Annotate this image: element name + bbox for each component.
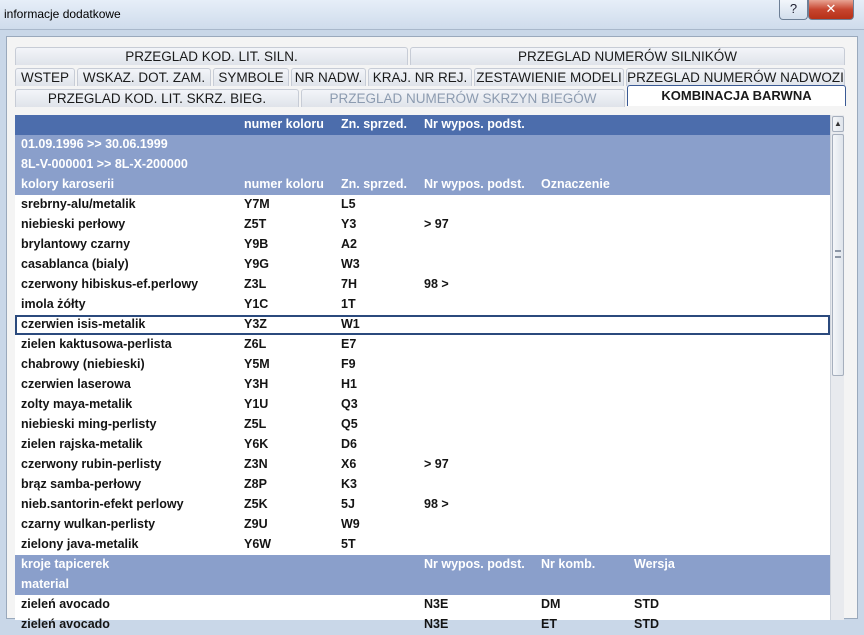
help-button[interactable]: ?	[779, 0, 808, 20]
color-row[interactable]	[15, 455, 830, 475]
colors-header-zn: Zn. sprzed.	[341, 177, 407, 191]
color-name: brąz samba-perłowy	[21, 477, 142, 491]
color-name: niebieski ming-perlisty	[21, 417, 157, 431]
tab-symbole[interactable]: SYMBOLE	[213, 68, 289, 86]
tab-przeglad-kod-lit-siln[interactable]: PRZEGLAD KOD. LIT. SILN.	[15, 47, 408, 65]
colors-header-numer: numer koloru	[244, 177, 324, 191]
date-range: 01.09.1996 >> 30.06.1999	[21, 137, 168, 151]
color-row[interactable]	[15, 195, 830, 215]
color-name: zielen rajska-metalik	[21, 437, 143, 451]
upholstery-header-wersja: Wersja	[634, 557, 675, 571]
color-row[interactable]	[15, 355, 830, 375]
upholstery-subheader	[15, 575, 830, 595]
tab-zestawienie-modeli[interactable]: ZESTAWIENIE MODELI	[474, 68, 624, 86]
upholstery-name: zieleń avocado	[21, 597, 110, 611]
scroll-up-icon[interactable]: ▲	[832, 116, 844, 132]
color-combination-grid	[15, 115, 830, 631]
color-code: Y6K	[244, 437, 269, 451]
color-code: Z5L	[244, 417, 267, 431]
color-row[interactable]	[15, 435, 830, 455]
color-code: Z9U	[244, 517, 268, 531]
color-code: Z8P	[244, 477, 267, 491]
color-name: imola żółty	[21, 297, 86, 311]
color-equip: > 97	[424, 217, 449, 231]
color-code: Z3L	[244, 277, 267, 291]
color-prev-code: W1	[341, 317, 360, 331]
upholstery-version: STD	[634, 617, 659, 631]
color-equip: > 97	[424, 457, 449, 471]
color-name: zolty maya-metalik	[21, 397, 133, 411]
header-numer-koloru: numer koloru	[244, 117, 324, 131]
colors-header-oznaczenie: Oznaczenie	[541, 177, 610, 191]
tab-przeglad-kod-lit-skrz-bieg[interactable]: PRZEGLAD KOD. LIT. SKRZ. BIEG.	[15, 89, 299, 107]
tab-przeglad-numerow-silnikow[interactable]: PRZEGLAD NUMERÓW SILNIKÓW	[410, 47, 845, 65]
color-code: Y9G	[244, 257, 270, 271]
upholstery-header-nr-wypos: Nr wypos. podst.	[424, 557, 525, 571]
colors-header-kolory: kolory karoserii	[21, 177, 115, 191]
color-row[interactable]	[15, 395, 830, 415]
color-row[interactable]	[15, 295, 830, 315]
tab-wskaz-dot-zam[interactable]: WSKAZ. DOT. ZAM.	[77, 68, 211, 86]
color-name: zielen kaktusowa-perlista	[21, 337, 172, 351]
color-prev-code: X6	[341, 457, 357, 471]
upholstery-name: zieleń avocado	[21, 617, 110, 631]
color-prev-code: Q3	[341, 397, 358, 411]
upholstery-material-label: material	[21, 577, 69, 591]
upholstery-section-header	[15, 555, 830, 575]
color-name: chabrowy (niebieski)	[21, 357, 145, 371]
color-prev-code: A2	[341, 237, 357, 251]
color-code: Z5T	[244, 217, 267, 231]
tab-nr-nadw[interactable]: NR NADW.	[291, 68, 366, 86]
upholstery-equip: N3E	[424, 617, 449, 631]
color-row[interactable]	[15, 275, 830, 295]
color-prev-code: 7H	[341, 277, 357, 291]
color-prev-code: K3	[341, 477, 357, 491]
color-prev-code: Y3	[341, 217, 357, 231]
color-prev-code: E7	[341, 337, 357, 351]
color-prev-code: L5	[341, 197, 356, 211]
color-prev-code: 5J	[341, 497, 355, 511]
close-button[interactable]: ✕	[808, 0, 854, 20]
color-row[interactable]	[15, 215, 830, 235]
color-name: czerwony rubin-perlisty	[21, 457, 162, 471]
upholstery-comb: ET	[541, 617, 557, 631]
vin-range: 8L-V-000001 >> 8L-X-200000	[21, 157, 188, 171]
color-code: Y6W	[244, 537, 272, 551]
color-prev-code: H1	[341, 377, 357, 391]
color-name: czarny wulkan-perlisty	[21, 517, 156, 531]
upholstery-comb: DM	[541, 597, 561, 611]
color-name: czerwien laserowa	[21, 377, 131, 391]
tab-wstep[interactable]: WSTEP	[15, 68, 75, 86]
tab-przeglad-numerow-nadwozi[interactable]: PRZEGLAD NUMERÓW NADWOZI	[627, 70, 844, 85]
color-name: casablanca (bialy)	[21, 257, 129, 271]
tab-kraj-nr-rej[interactable]: KRAJ. NR REJ.	[368, 68, 472, 86]
title-bar	[0, 0, 864, 30]
color-row[interactable]	[15, 415, 830, 435]
header-nr-wypos-podst: Nr wypos. podst.	[424, 117, 525, 131]
window-title: informacje dodatkowe	[4, 7, 121, 21]
color-row[interactable]	[15, 495, 830, 515]
color-name: srebrny-alu/metalik	[21, 197, 136, 211]
color-row[interactable]	[15, 535, 830, 555]
color-row[interactable]	[15, 515, 830, 535]
color-prev-code: 1T	[341, 297, 356, 311]
color-row[interactable]	[15, 335, 830, 355]
header-zn-sprzed: Zn. sprzed.	[341, 117, 407, 131]
color-prev-code: Q5	[341, 417, 358, 431]
color-code: Y3Z	[244, 317, 267, 331]
upholstery-equip: N3E	[424, 597, 449, 611]
vertical-scrollbar[interactable]	[830, 115, 844, 620]
color-name: niebieski perłowy	[21, 217, 126, 231]
color-prev-code: 5T	[341, 537, 356, 551]
window-frame	[0, 30, 864, 631]
color-prev-code: W9	[341, 517, 360, 531]
color-row[interactable]	[15, 255, 830, 275]
color-row[interactable]	[15, 475, 830, 495]
color-row[interactable]	[15, 375, 830, 395]
colors-header-nr-wypos: Nr wypos. podst.	[424, 177, 525, 191]
color-code: Y5M	[244, 357, 270, 371]
window-client	[6, 36, 858, 631]
color-name: czerwien isis-metalik	[21, 317, 146, 331]
color-code: Z6L	[244, 337, 267, 351]
color-equip: 98 >	[424, 277, 449, 291]
color-code: Y1U	[244, 397, 269, 411]
color-name: brylantowy czarny	[21, 237, 131, 251]
upholstery-row[interactable]	[15, 615, 830, 635]
upholstery-header-nr-komb: Nr komb.	[541, 557, 596, 571]
color-name: nieb.santorin-efekt perlowy	[21, 497, 184, 511]
tab-przeglad-numerow-skrzyn-biegow[interactable]: PRZEGLAD NUMERÓW SKRZYN BIEGÓW	[301, 89, 625, 107]
color-name: zielony java-metalik	[21, 537, 139, 551]
date-range-band	[15, 135, 830, 155]
color-prev-code: W3	[341, 257, 360, 271]
color-code: Y3H	[244, 377, 269, 391]
color-row[interactable]	[15, 235, 830, 255]
color-name: czerwony hibiskus-ef.perlowy	[21, 277, 199, 291]
upholstery-row[interactable]	[15, 595, 830, 615]
color-code: Y1C	[244, 297, 269, 311]
scroll-thumb[interactable]	[832, 134, 844, 376]
vin-range-band	[15, 155, 830, 175]
color-code: Y7M	[244, 197, 270, 211]
color-code: Y9B	[244, 237, 269, 251]
color-prev-code: D6	[341, 437, 357, 451]
color-prev-code: F9	[341, 357, 356, 371]
upholstery-version: STD	[634, 597, 659, 611]
color-code: Z5K	[244, 497, 268, 511]
color-code: Z3N	[244, 457, 268, 471]
tab-kombinacja-barwna[interactable]: KOMBINACJA BARWNA	[627, 85, 846, 106]
upholstery-header-kroje: kroje tapicerek	[21, 557, 110, 571]
color-row[interactable]	[15, 315, 830, 335]
color-equip: 98 >	[424, 497, 449, 511]
colors-section-header	[15, 175, 830, 195]
grip-icon	[835, 250, 841, 258]
grid-header	[15, 115, 830, 135]
